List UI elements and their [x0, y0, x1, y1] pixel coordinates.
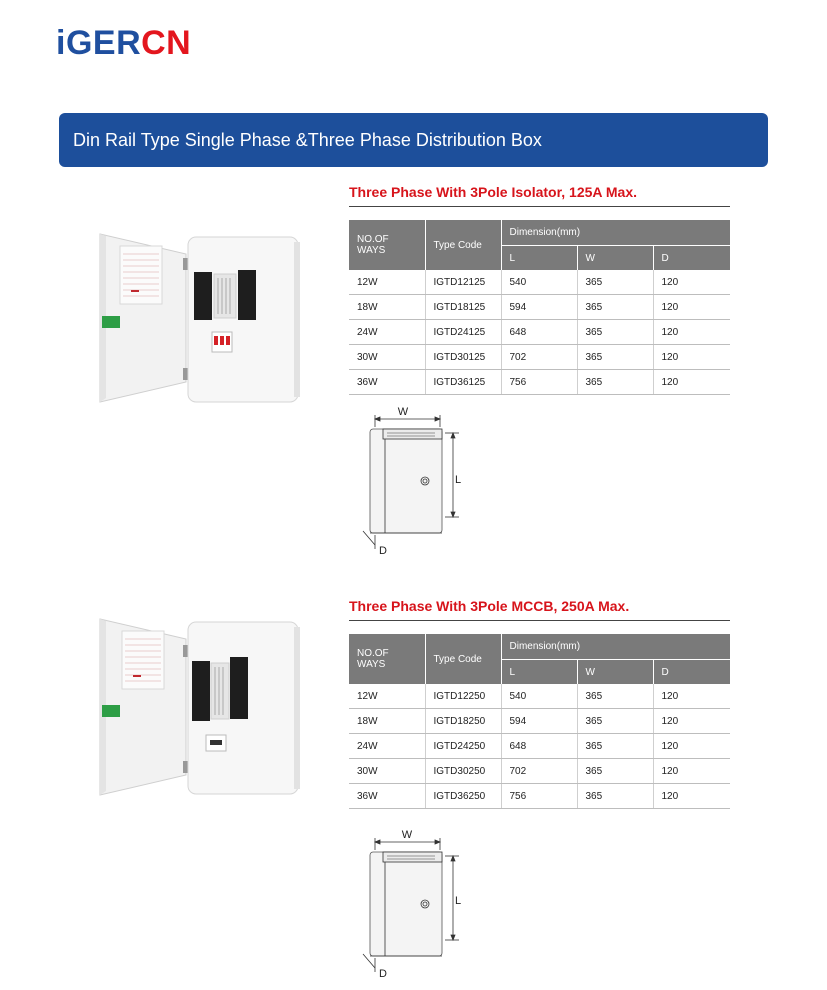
cell-d: 120 [653, 295, 730, 320]
cell-code: IGTD36250 [425, 784, 501, 809]
cell-w: 365 [577, 295, 653, 320]
cell-l: 756 [501, 370, 577, 395]
table-row [349, 270, 730, 295]
col-header-w: W [577, 660, 653, 685]
cell-w: 365 [577, 784, 653, 809]
cell-code: IGTD30125 [425, 345, 501, 370]
col-header-l: L [501, 660, 577, 685]
label-depth: D [379, 968, 387, 980]
col-header-l: L [501, 246, 577, 271]
cell-d: 120 [653, 370, 730, 395]
col-header-ways: NO.OF WAYS [349, 220, 425, 270]
cell-d: 120 [653, 734, 730, 759]
cell-code: IGTD24250 [425, 734, 501, 759]
col-header-type-code: Type Code [425, 634, 501, 684]
cell-w: 365 [577, 320, 653, 345]
cell-code: IGTD12250 [425, 684, 501, 709]
table-row [349, 709, 730, 734]
page-title-banner: Din Rail Type Single Phase &Three Phase Distribution Box [59, 113, 768, 167]
cell-ways: 12W [349, 684, 425, 709]
dimension-diagram-mccb [355, 826, 475, 981]
cell-d: 120 [653, 320, 730, 345]
cell-ways: 36W [349, 370, 425, 395]
cell-ways: 18W [349, 709, 425, 734]
cell-ways: 36W [349, 784, 425, 809]
cell-code: IGTD12125 [425, 270, 501, 295]
cell-w: 365 [577, 270, 653, 295]
cell-code: IGTD18125 [425, 295, 501, 320]
cell-w: 365 [577, 759, 653, 784]
cell-d: 120 [653, 759, 730, 784]
distribution-box-photo-mccb [98, 617, 302, 797]
section-divider [349, 620, 730, 621]
cell-w: 365 [577, 709, 653, 734]
section-title-mccb: Three Phase With 3Pole MCCB, 250A Max. [349, 598, 630, 614]
spec-table-mccb [349, 634, 730, 809]
cell-code: IGTD24125 [425, 320, 501, 345]
table-row [349, 759, 730, 784]
cell-ways: 24W [349, 734, 425, 759]
col-header-d: D [653, 660, 730, 685]
cell-ways: 24W [349, 320, 425, 345]
spec-table-isolator [349, 220, 730, 395]
table-row [349, 784, 730, 809]
dimension-diagram-isolator [355, 403, 475, 558]
cell-ways: 12W [349, 270, 425, 295]
cell-ways: 30W [349, 345, 425, 370]
table-row [349, 320, 730, 345]
cell-d: 120 [653, 345, 730, 370]
cell-l: 540 [501, 684, 577, 709]
label-width: W [397, 406, 409, 418]
cell-d: 120 [653, 784, 730, 809]
table-row [349, 684, 730, 709]
cell-ways: 18W [349, 295, 425, 320]
label-length: L [455, 474, 462, 486]
cell-l: 540 [501, 270, 577, 295]
col-header-d: D [653, 246, 730, 271]
logo-prefix: iGER [56, 24, 142, 62]
table-row [349, 295, 730, 320]
label-depth: D [379, 545, 387, 557]
cell-l: 648 [501, 320, 577, 345]
cell-l: 756 [501, 784, 577, 809]
cell-w: 365 [577, 345, 653, 370]
distribution-box-photo-isolator [98, 232, 302, 405]
cell-d: 120 [653, 684, 730, 709]
section-divider [349, 206, 730, 207]
col-header-ways: NO.OF WAYS [349, 634, 425, 684]
cell-code: IGTD18250 [425, 709, 501, 734]
brand-logo [56, 26, 191, 60]
label-length: L [455, 895, 462, 907]
cell-l: 594 [501, 295, 577, 320]
table-row [349, 734, 730, 759]
col-header-w: W [577, 246, 653, 271]
label-width: W [401, 829, 413, 841]
cell-w: 365 [577, 684, 653, 709]
col-header-dimension: Dimension(mm) [501, 634, 730, 660]
cell-d: 120 [653, 270, 730, 295]
table-row [349, 370, 730, 395]
cell-ways: 30W [349, 759, 425, 784]
cell-l: 648 [501, 734, 577, 759]
cell-d: 120 [653, 709, 730, 734]
cell-code: IGTD36125 [425, 370, 501, 395]
table-row [349, 345, 730, 370]
logo-suffix: CN [141, 24, 192, 62]
cell-l: 702 [501, 759, 577, 784]
cell-code: IGTD30250 [425, 759, 501, 784]
col-header-dimension: Dimension(mm) [501, 220, 730, 246]
cell-w: 365 [577, 370, 653, 395]
cell-l: 702 [501, 345, 577, 370]
section-title-isolator: Three Phase With 3Pole Isolator, 125A Max. [349, 184, 638, 200]
cell-l: 594 [501, 709, 577, 734]
col-header-type-code: Type Code [425, 220, 501, 270]
cell-w: 365 [577, 734, 653, 759]
